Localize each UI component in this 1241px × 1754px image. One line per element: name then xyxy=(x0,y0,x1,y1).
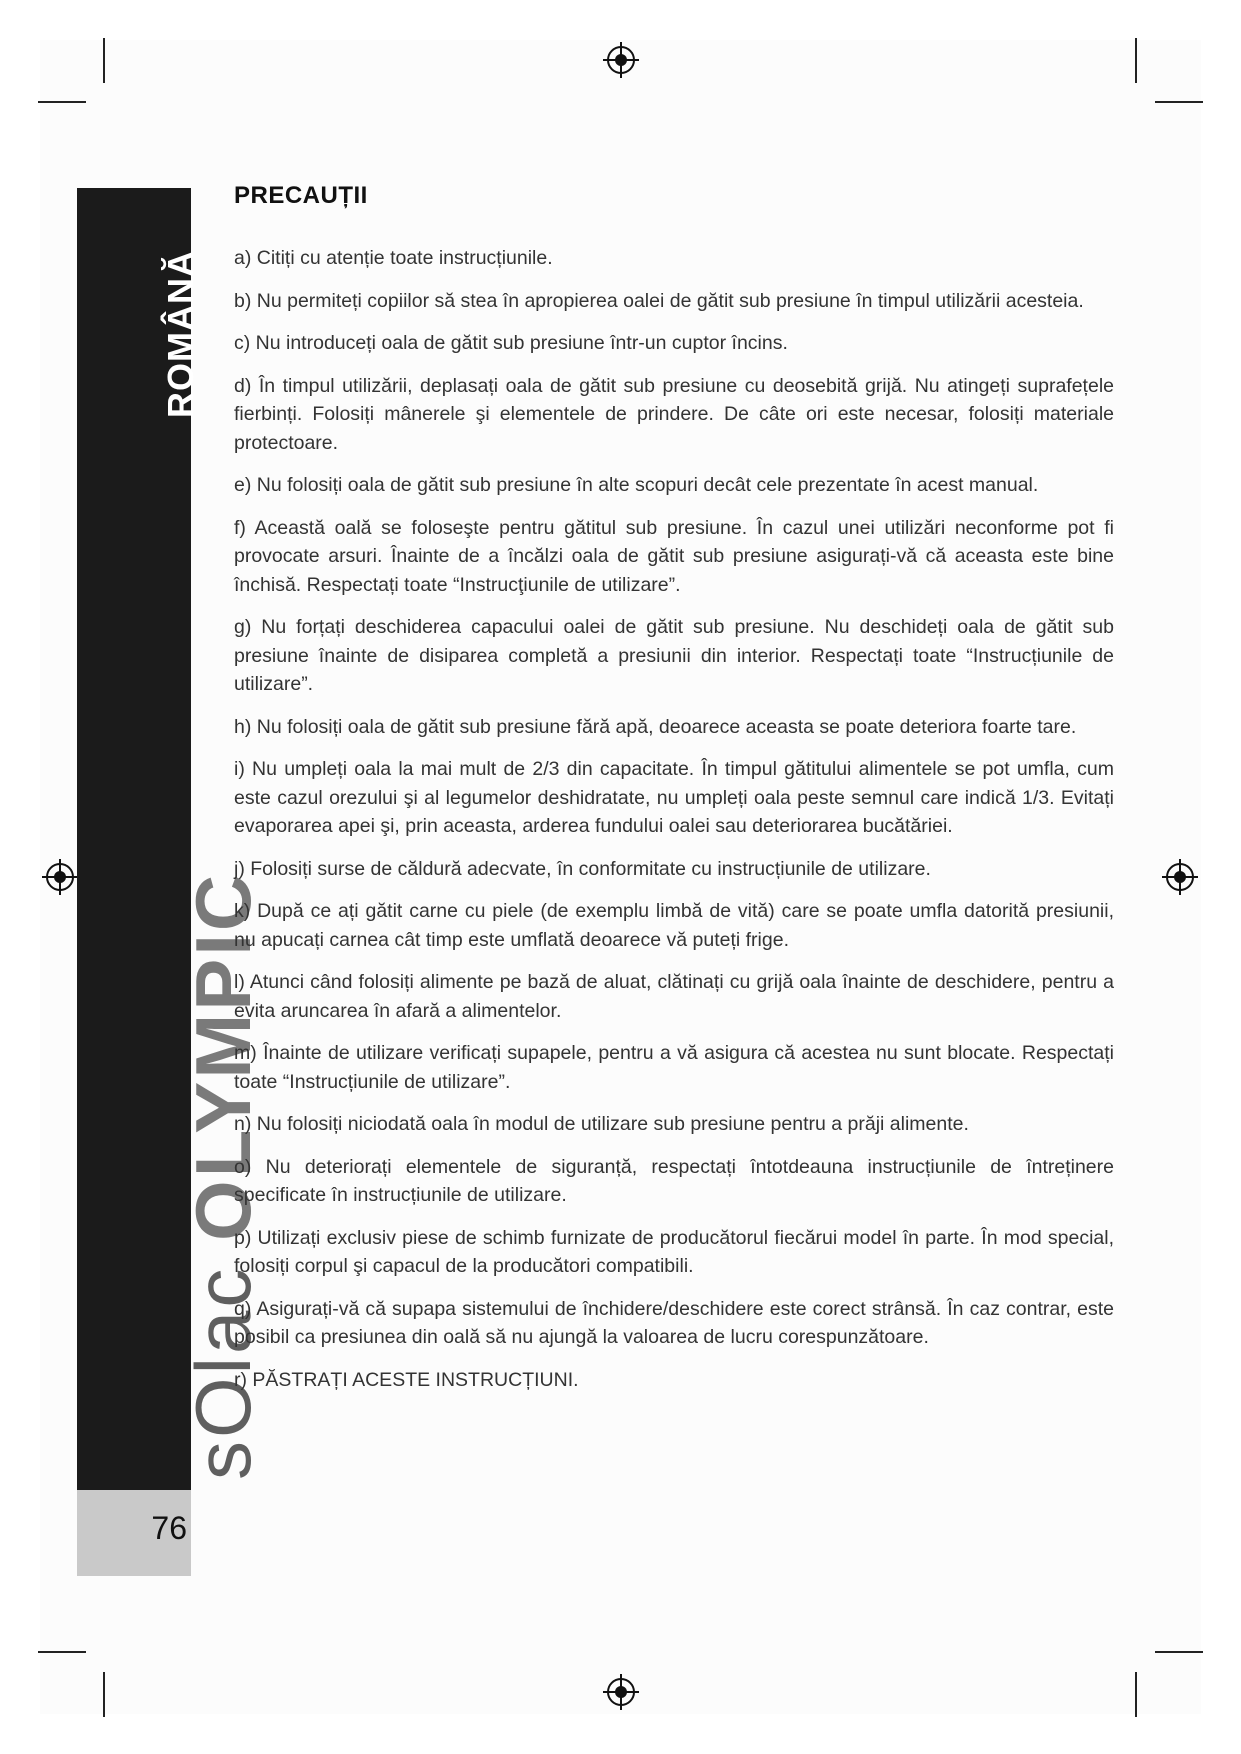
list-item: n) Nu folosiți niciodată oala în modul de utilizare sub presiune pentru a prăji alimente. xyxy=(234,1113,969,1135)
registration-mark-icon xyxy=(601,1672,641,1712)
list-item: j) Folosiți surse de căldură adecvate, în conformitate cu instrucțiunile de utilizare. xyxy=(234,857,931,880)
registration-mark-icon xyxy=(601,40,641,80)
list-item: g) Nu forțați deschiderea capacului oalei de gătit sub presiune. Nu deschideți oala de gătit sub presiune înainte de disiparea completă a presiunii din interior. Respectați toate “Instrucțiunile de utilizare”. xyxy=(234,616,1114,695)
crop-mark xyxy=(1155,1651,1203,1653)
list-item: m) Înainte de utilizare verificați supapele, pentru a vă asigura că acestea nu sunt blocate. Respectați toate “Instrucțiunile de utilizare”. xyxy=(234,1042,1114,1093)
main-content xyxy=(234,182,1114,1408)
crop-mark xyxy=(38,101,86,103)
list-item: r) PĂSTRAȚI ACESTE INSTRUCȚIUNI. xyxy=(234,1368,579,1391)
precautions-list xyxy=(234,244,1114,1394)
list-item: f) Această oală se foloseşte pentru gătitul sub presiune. În cazul unei utilizări neconforme pot fi provocate arsuri. Înainte de a încălzi oala de gătit sub presiune asigurați-vă că aceasta este bine închisă. Respectați toate “Instrucţiunile de utilizare”. xyxy=(234,516,1114,596)
brand-name-part2: OLYMPIC xyxy=(179,871,267,1241)
brand-name-part1: sOlac xyxy=(179,1265,267,1480)
crop-mark xyxy=(1155,101,1203,103)
page-title: PRECAUȚII xyxy=(234,182,368,209)
list-item: h) Nu folosiți oala de gătit sub presiune fără apă, deoarece aceasta se poate deteriora foarte tare. xyxy=(234,715,1077,738)
crop-mark xyxy=(103,1672,105,1717)
registration-mark-icon xyxy=(40,857,80,897)
crop-mark xyxy=(38,1651,86,1653)
list-item: i) Nu umpleți oala la mai mult de 2/3 din capacitate. În timpul gătitului alimentele se pot umfla, cum este cazul orezului şi al legumelor deshidratate, nu umpleți oala peste semnul care indică 1/3. Evitați evaporarea apei şi, prin aceasta, arderea fundului oalei sau deteriorarea bucătăriei. xyxy=(234,758,1114,837)
list-item: d) În timpul utilizării, deplasați oala de gătit sub presiune cu deosebită grijă. Nu atingeți suprafețele fierbinți. Folosiți mânerele şi elementele de prindere. De câte ori este necesar, folosiți materiale protectoare. xyxy=(234,374,1114,454)
list-item: b) Nu permiteți copiilor să stea în apropierea oalei de gătit sub presiune în timpul utilizării acesteia. xyxy=(234,289,1084,312)
page-number: 76 xyxy=(151,1510,187,1546)
language-label: ROMÂNĂ xyxy=(160,250,201,418)
list-item: c) Nu introduceți oala de gătit sub presiune într-un cuptor încins. xyxy=(234,332,788,354)
list-item: a) Citiți cu atenție toate instrucțiunile. xyxy=(234,247,553,269)
list-item: e) Nu folosiți oala de gătit sub presiune în alte scopuri decât cele prezentate în acest manual. xyxy=(234,474,1039,496)
list-item: q) Asigurați-vă că supapa sistemului de închidere/deschidere este corect strânsă. În caz contrar, este posibil ca presiunea din oală să nu ajungă la valoarea de lucru corespunzătoare. xyxy=(234,1297,1114,1348)
crop-mark xyxy=(1135,38,1137,83)
list-item: l) Atunci când folosiți alimente pe bază de aluat, clătinați cu grijă oala înainte de deschidere, pentru a evita aruncarea în afară a alimentelor. xyxy=(234,971,1114,1022)
list-item: k) După ce ați gătit carne cu piele (de exemplu limbă de vită) care se poate umfla datorită presiunii, nu apucați carnea cât timp este umflată deoarece vă puteți frige. xyxy=(234,900,1114,951)
crop-mark xyxy=(1135,1672,1137,1717)
crop-mark xyxy=(103,38,105,83)
list-item: o) Nu deteriorați elementele de siguranță, respectați întotdeauna instrucțiunile de întreținere specificate în instrucțiunile de utilizare. xyxy=(234,1155,1114,1206)
list-item: p) Utilizați exclusiv piese de schimb furnizate de producătorul fiecărui model în parte. În mod special, folosiți corpul şi capacul de la producători compatibili. xyxy=(234,1226,1114,1277)
registration-mark-icon xyxy=(1160,857,1200,897)
